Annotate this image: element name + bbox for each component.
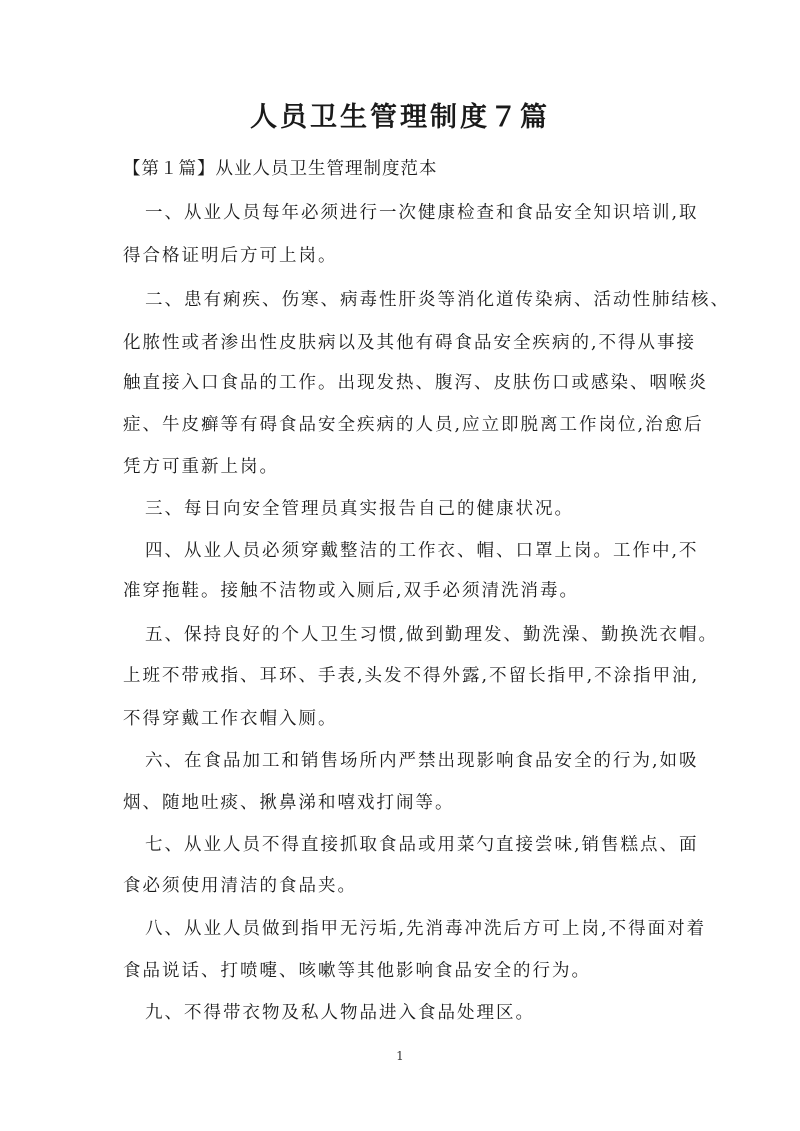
paragraph-line: 八、从业人员做到指甲无污垢,先消毒冲洗后方可上岗,不得面对着 — [145, 919, 707, 939]
paragraph-line: 化脓性或者渗出性皮肤病以及其他有碍食品安全疾病的,不得从事接 — [123, 333, 697, 353]
paragraph-line: 三、每日向安全管理员真实报告自己的健康状况。 — [145, 499, 574, 519]
paragraph-line: 准穿拖鞋。接触不洁物或入厕后,双手必须清洗消毒。 — [123, 581, 580, 601]
paragraph-line: 不得穿戴工作衣帽入厕。 — [123, 709, 338, 729]
paragraph-line: 六、在食品加工和销售场所内严禁出现影响食品安全的行为,如吸 — [145, 751, 699, 771]
paragraph-line: 七、从业人员不得直接抓取食品或用菜勺直接尝味,销售糕点、面 — [145, 835, 699, 855]
section-heading: 【第１篇】从业人员卫生管理制度范本 — [123, 159, 438, 179]
paragraph-line: 上班不带戒指、耳环、手表,头发不得外露,不留长指甲,不涂指甲油, — [123, 666, 700, 686]
paragraph-line: 触直接入口食品的工作。出现发热、腹泻、皮肤伤口或感染、咽喉炎 — [123, 373, 708, 393]
document-title: 人员卫生管理制度７篇 — [250, 102, 550, 133]
paragraph-line: 五、保持良好的个人卫生习惯,做到勤理发、勤洗澡、勤换洗衣帽。 — [145, 625, 719, 645]
paragraph-line: 症、牛皮癣等有碍食品安全疾病的人员,应立即脱离工作岗位,治愈后 — [123, 415, 704, 435]
paragraph-line: 一、从业人员每年必须进行一次健康检查和食品安全知识培训,取 — [145, 203, 699, 223]
paragraph-line: 四、从业人员必须穿戴整洁的工作衣、帽、口罩上岗。工作中,不 — [145, 541, 699, 561]
paragraph-line: 二、患有痢疾、伤寒、病毒性肝炎等消化道传染病、活动性肺结核、 — [145, 290, 730, 310]
paragraph-line: 烟、随地吐痰、揪鼻涕和嘻戏打闹等。 — [123, 793, 455, 813]
paragraph-line: 九、不得带衣物及私人物品进入食品处理区。 — [145, 1003, 535, 1023]
paragraph-line: 食品说话、打喷嚏、咳嗽等其他影响食品安全的行为。 — [123, 961, 591, 981]
paragraph-line: 食必须使用清洁的食品夹。 — [123, 876, 357, 896]
paragraph-line: 得合格证明后方可上岗。 — [123, 246, 338, 266]
page-number: 1 — [396, 1049, 404, 1063]
paragraph-line: 凭方可重新上岗。 — [123, 457, 279, 477]
